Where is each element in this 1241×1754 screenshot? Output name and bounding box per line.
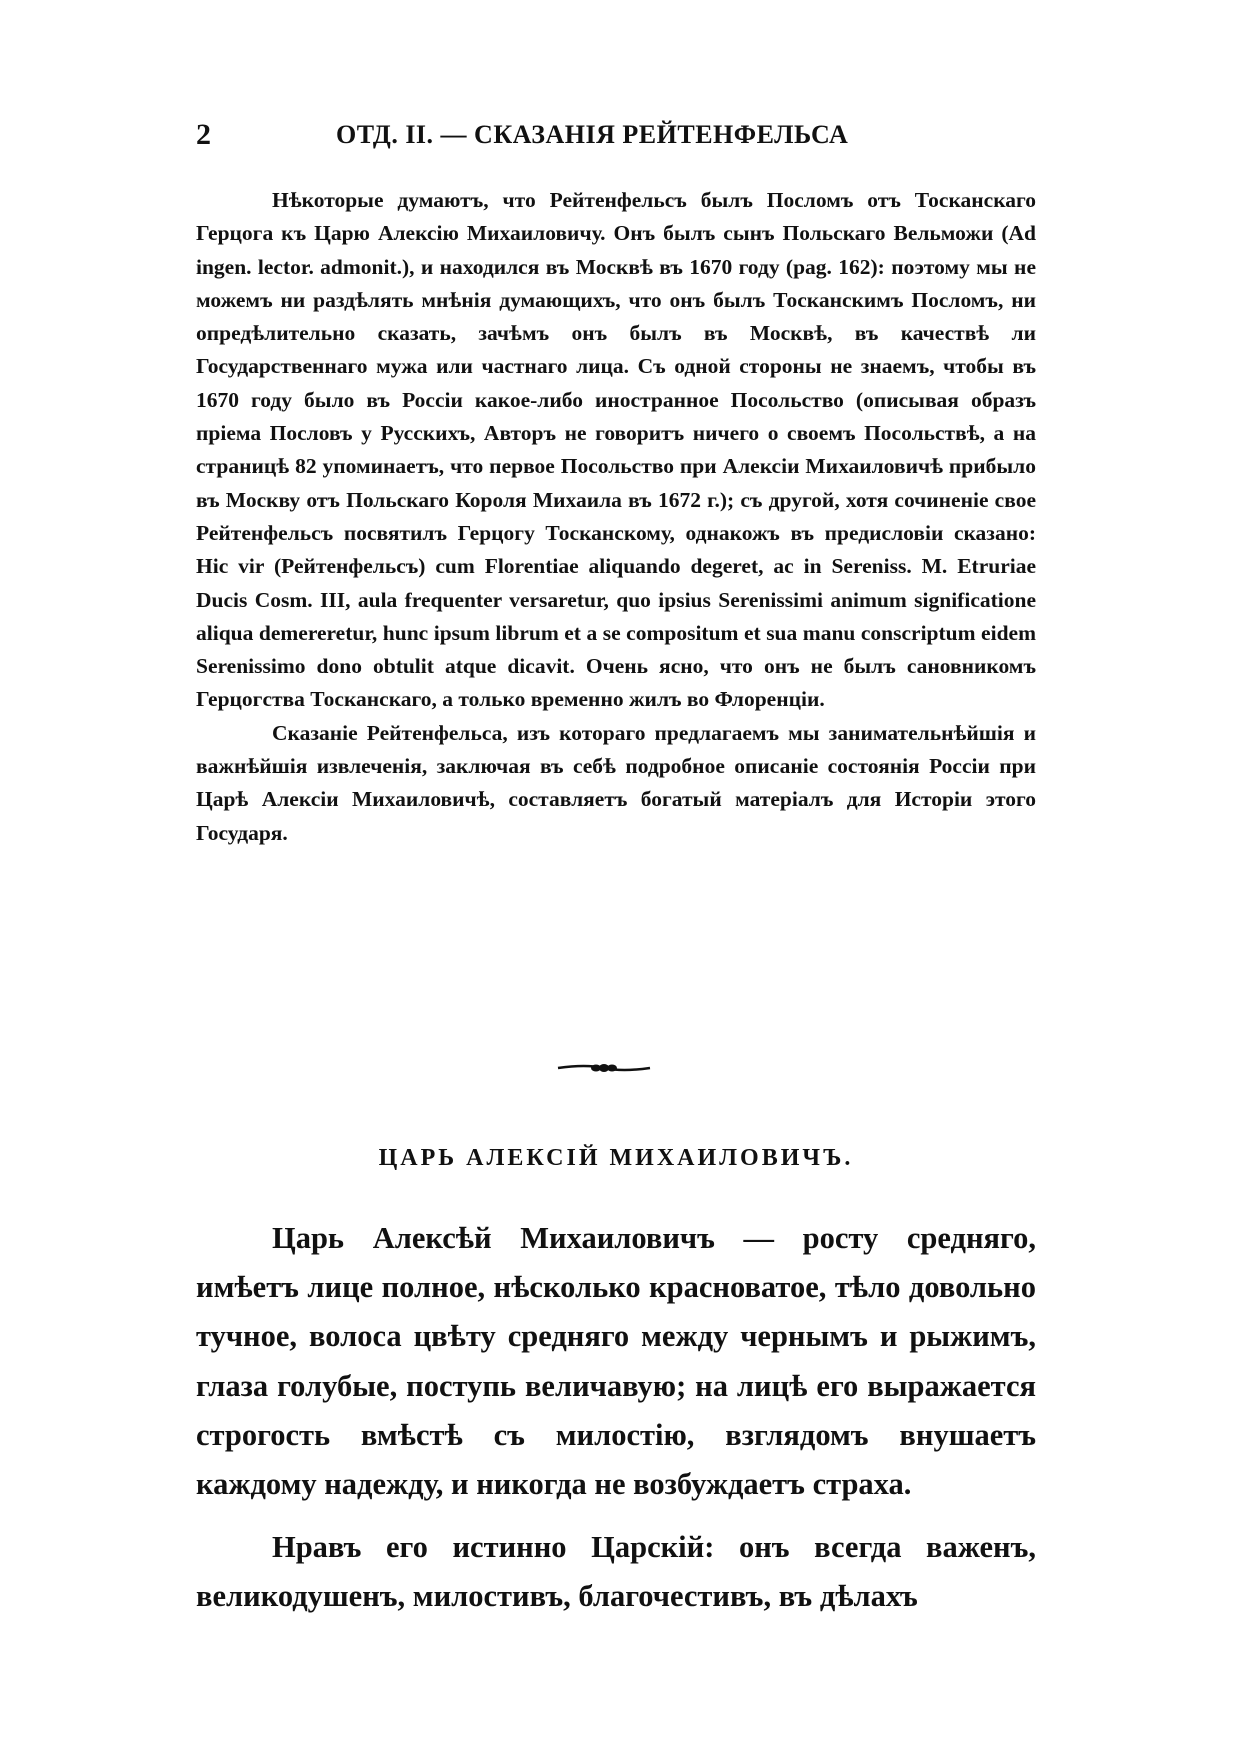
section-title: ЦАРЬ АЛЕКСІЙ МИХАИЛОВИЧЪ. <box>378 1145 854 1171</box>
editorial-introduction <box>196 184 1036 850</box>
running-head <box>196 118 1036 158</box>
page-number: 2 <box>196 118 211 151</box>
body-paragraph: Царь Алексѣй Михаиловичъ — росту средняго, имѣетъ лице полное, нѣсколько красноватое, тѣло довольно тучное, волоса цвѣту средняго между чернымъ и рыжимъ, глаза голубые, поступь величавую; на лицѣ его выражается строгость вмѣстѣ съ милостію, взглядомъ внушаетъ каждому надежду, и никогда не возбуждаетъ страха. <box>196 1221 1036 1502</box>
intro-paragraph: Нѣкоторые думаютъ, что Рейтенфельсъ былъ Посломъ отъ Тосканскаго Герцога къ Царю Алексію Михаиловичу. Онъ былъ сынъ Польскаго Вельможи (Ad ingen. lector. admonit.), и находился въ Москвѣ въ 1670 году (pag. 162): поэтому мы не можемъ ни раздѣлять мнѣнія думающихъ, что онъ былъ Тосканскимъ Посломъ, ни опредѣлительно сказать, зачѣмъ онъ былъ въ Москвѣ, въ качествѣ ли Государственнаго мужа или частнаго лица. Съ одной стороны не знаемъ, чтобы въ 1670 году было въ Россіи какое-либо иностранное Посольство (описывая образъ пріема Пословъ у Русскихъ, Авторъ не говоритъ ничего о своемъ Посольствѣ, а на страницѣ 82 упоминаетъ, что первое Посольство при Алексіи Михаиловичѣ прибыло въ Москву отъ Польскаго Короля Михаила въ 1672 г.); съ другой, хотя сочиненіе свое Рейтенфельсъ посвятилъ Герцогу Тосканскому, однакожъ въ предисловіи сказано: Hic vir (Рейтенфельсъ) cum Florentiae aliquando degeret, ac in Sereniss. M. Etruriae Ducis Cosm. III, aula frequenter versaretur, quo ipsius Serenissimi animum significatione aliqua demereretur, hunc ipsum librum et a se compositum et sua manu conscriptum eidem Serenissimo dono obtulit atque dicavit. Очень ясно, что онъ не былъ сановникомъ Герцогства Тосканскаго, а только временно жилъ во Флоренціи. <box>196 188 1036 712</box>
running-head-title: ОТД. II. — СКАЗАНІЯ РЕЙТЕНФЕЛЬСА <box>336 120 849 149</box>
intro-paragraph: Сказаніе Рейтенфельса, изъ котораго предлагаемъ мы занимательнѣйшія и важнѣйшія извлеченія, заключая въ себѣ подробное описаніе состоянія Россіи при Царѣ Алексіи Михаиловичѣ, составляетъ богатый матеріалъ для Исторіи этого Государя. <box>196 720 1036 845</box>
main-text <box>196 1214 1036 1622</box>
ornament-divider-icon <box>556 1060 652 1076</box>
body-paragraph: Нравъ его истинно Царскій: онъ всегда важенъ, великодушенъ, милостивъ, благочестивъ, въ дѣлахъ <box>196 1530 1036 1614</box>
